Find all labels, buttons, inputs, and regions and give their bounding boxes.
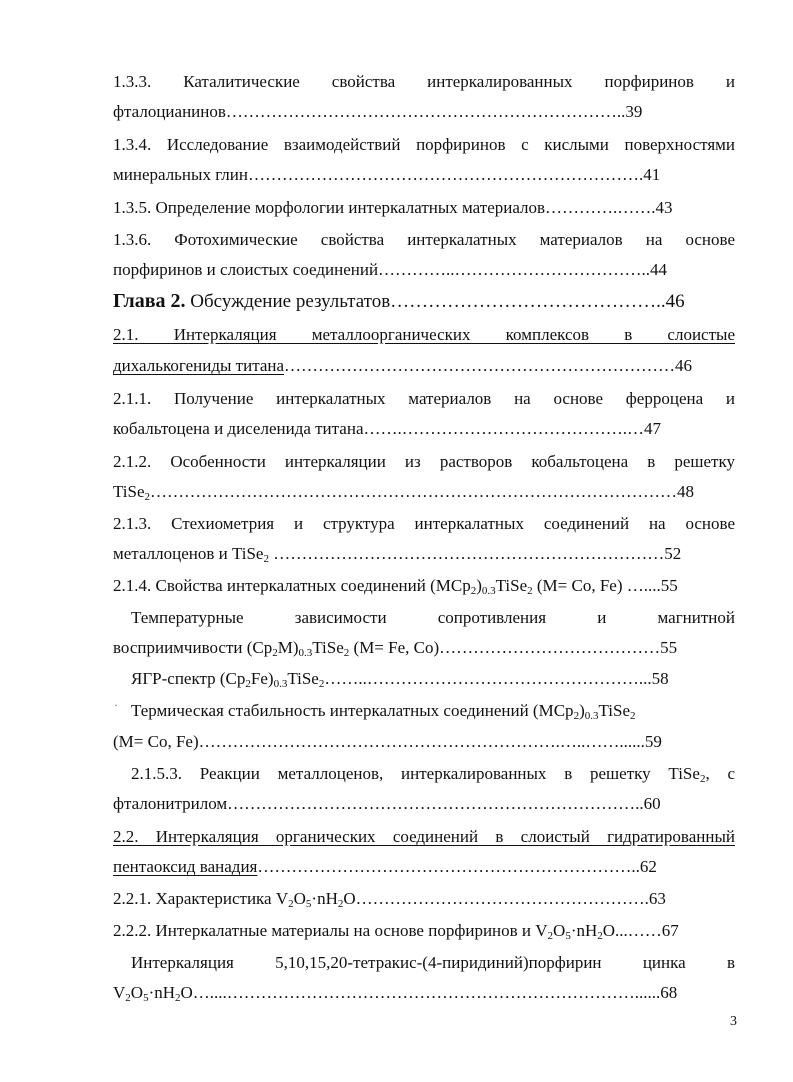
toc-entry-1-3-6-line1: 1.3.6. Фотохимические свойства интеркалатных материалов на основе: [113, 230, 735, 249]
toc-entry-1-3-6-line2: порфиринов и слоистых соединений…………..……………………………..44: [113, 260, 668, 279]
toc-entry-2-1-2-line2: TiSe$_2$…………………………………………………………………………………48: [113, 482, 695, 503]
toc-entry-mossbauer: ЯГР-спектр $(Cp_2Fe)_{0.3}TiSe_2\dots\dots..\dots\dots\dots\dots\dots\dots\dots\dots\dots\dots\dots\dots\dots\dots\dots\dots...58$: [131, 669, 669, 690]
page-number: 3: [730, 1014, 737, 1029]
chapter-label: Глава 2.: [113, 290, 186, 312]
toc-entry-zinc-porphyrin-line1: Интеркаляция 5,10,15,20-тетракис-(4-пиридиний)порфирин цинка в: [131, 953, 735, 972]
toc-entry-1-3-3-line1: 1.3.3. Каталитические свойства интеркалированных порфиринов и: [113, 72, 735, 91]
toc-entry-2-2-1: 2.2.1. Характеристика $V_2O_5\cdot nH_2O\dots\dots\dots\dots\dots\dots\dots\dots\dots\dots\dots\dots\dots\dots\dots\dots\dots.63$: [113, 889, 666, 910]
toc-entry-2-1-4: 2.1.4. Свойства интеркалатных соединений $(MCp_2)_{0.3}TiSe_2$ (M= Co, Fe) …....55: [113, 576, 678, 597]
toc-entry-2-2-2: 2.2.2. Интеркалатные материалы на основе порфиринов и $V_2O_5\cdot nH_2O...\dots\dots 67$: [113, 921, 679, 942]
toc-entry-2-1-5-3-line1: 2.1.5.3. Реакции металлоценов, интеркалированных в решетку TiSe$_2$, с: [131, 764, 736, 785]
toc-entry-1-3-3-line2: фталоцианинов……………………………………………………………..39: [113, 102, 643, 121]
toc-entry-zinc-porphyrin-line2: $V_2O_5\cdot nH_2O\dots....\dots\dots\dots\dots\dots\dots\dots\dots\dots\dots\dots\dots\dots\dots\dots\dots\dots\dots\dots\dots\dots\dots\dots\dots......68$: [113, 983, 678, 1004]
toc-entry-temperature-line2: восприимчивости $(Cp_2M)_{0.3}TiSe_2$ (M= Fe, Co)…………………………………55: [113, 638, 678, 659]
toc-section-2-2-line2: пентаоксид ванадия…………………………………………………………..62: [113, 857, 657, 876]
toc-chapter-2: [113, 290, 685, 313]
chapter-title: Обсуждение результатов……………………………………..46: [185, 291, 685, 312]
toc-entry-1-3-4-line2: минеральных глин…………………………………………………………….41: [113, 165, 661, 184]
toc-section-2-1-line2: дихалькогениды титана……………………………………………………………46: [113, 356, 693, 375]
toc-section-2-1-line1: 2.1. Интеркаляция металлоорганических комплексов в слоистые: [113, 325, 735, 344]
toc-entry-2-1-3-line2: металлоценов и TiSe$_2$ ……………………………………………………………52: [113, 544, 682, 565]
toc-entry-temperature-line1: Температурные зависимости сопротивления и магнитной: [131, 608, 735, 627]
toc-section-2-2-line1: 2.2. Интеркаляция органических соединений в слоистый гидратированный: [113, 827, 735, 846]
toc-entry-thermal-line1: Термическая стабильность интеркалатных соединений $(MCp_2)_{0.3}TiSe_2$: [131, 701, 636, 722]
toc-entry-2-1-5-3-line2: фталонитрилом………………………………………………………………..60: [113, 794, 661, 813]
toc-entry-2-1-3-line1: 2.1.3. Стехиометрия и структура интеркалатных соединений на основе: [113, 514, 735, 533]
scan-dot-mark: ·: [114, 698, 118, 712]
toc-entry-1-3-4-line1: 1.3.4. Исследование взаимодействий порфиринов с кислыми поверхностями: [113, 135, 735, 154]
toc-entry-1-3-5: 1.3.5. Определение морфологии интеркалатных материалов………….…….43: [113, 198, 673, 217]
toc-entry-thermal-line2: (M= Co, Fe)……………………………………………………….…..……......59: [113, 732, 662, 751]
toc-entry-2-1-1-line1: 2.1.1. Получение интеркалатных материалов на основе ферроцена и: [113, 389, 735, 408]
toc-entry-2-1-2-line1: 2.1.2. Особенности интеркаляции из растворов кобальтоцена в решетку: [113, 452, 735, 471]
toc-entry-2-1-1-line2: кобальтоцена и диселенида титана…….………………………………….…47: [113, 419, 661, 438]
